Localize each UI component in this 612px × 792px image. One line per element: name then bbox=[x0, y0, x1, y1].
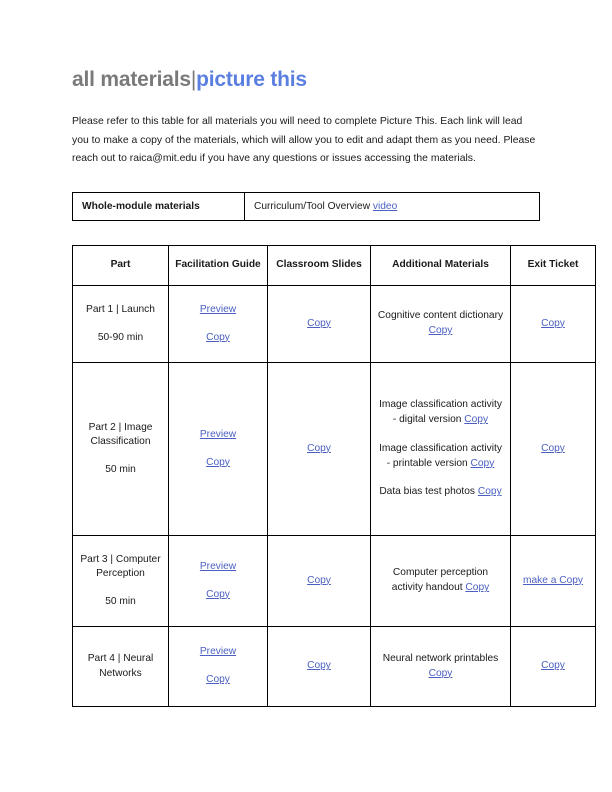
part-cell bbox=[73, 363, 169, 536]
facilitation-guide-preview-link[interactable]: Preview bbox=[199, 560, 237, 572]
additional-material-item bbox=[376, 485, 505, 500]
exit-ticket-cell bbox=[511, 286, 596, 363]
classroom-slides-cell bbox=[268, 363, 371, 536]
exit-ticket-cell bbox=[511, 536, 596, 627]
additional-material-copy-link[interactable]: Copy bbox=[477, 486, 502, 498]
page-title bbox=[72, 0, 540, 92]
exit-ticket-copy-link[interactable]: Copy bbox=[541, 442, 565, 454]
part-cell bbox=[73, 627, 169, 707]
part-cell bbox=[73, 286, 169, 363]
additional-material-item bbox=[376, 309, 505, 339]
header-classroom-slides: Classroom Slides bbox=[268, 246, 371, 286]
additional-material-text: Image classification activity - digital version bbox=[379, 399, 502, 426]
whole-module-value bbox=[245, 192, 540, 221]
additional-materials-cell bbox=[371, 627, 511, 707]
page-title-left: all materials bbox=[72, 68, 191, 91]
intro-paragraph: Please refer to this table for all materials you will need to complete Picture This. Each link will lead you to make a copy of the materials, which will allow you to edit and adapt them as you need. Please reach out to raica@mit.edu if you have any questions or issues accessing the materials. bbox=[72, 116, 536, 165]
facilitation-guide-cell bbox=[169, 286, 268, 363]
facilitation-guide-cell bbox=[169, 536, 268, 627]
classroom-slides-cell bbox=[268, 627, 371, 707]
facilitation-guide-preview-link[interactable]: Preview bbox=[199, 646, 237, 658]
table-row bbox=[73, 192, 540, 221]
part-name: Part 1 | Launch bbox=[86, 303, 155, 315]
part-name: Part 3 | Computer Perception bbox=[80, 553, 161, 580]
table-row-part-4 bbox=[73, 627, 596, 707]
part-name: Part 4 | Neural Networks bbox=[87, 652, 154, 679]
classroom-slides-copy-link[interactable]: Copy bbox=[307, 442, 331, 454]
additional-material-text: Cognitive content dictionary bbox=[377, 310, 504, 322]
table-row-part-1 bbox=[73, 286, 596, 363]
additional-material-copy-link[interactable]: Copy bbox=[428, 325, 453, 337]
additional-material-text: Image classification activity - printable version bbox=[379, 442, 502, 469]
additional-material-text: Data bias test photos bbox=[379, 486, 476, 498]
exit-ticket-copy-link[interactable]: Copy bbox=[541, 317, 565, 329]
additional-material-text: Computer perception activity handout bbox=[391, 567, 489, 594]
classroom-slides-cell bbox=[268, 286, 371, 363]
additional-material-copy-link[interactable]: Copy bbox=[464, 414, 489, 426]
additional-materials-cell bbox=[371, 363, 511, 536]
header-part: Part bbox=[73, 246, 169, 286]
exit-ticket-make-a-copy-link[interactable]: make a Copy bbox=[522, 574, 584, 586]
part-cell bbox=[73, 536, 169, 627]
exit-ticket-copy-link[interactable]: Copy bbox=[541, 660, 565, 672]
part-duration: 50-90 min bbox=[97, 331, 144, 343]
additional-material-copy-link[interactable]: Copy bbox=[428, 667, 453, 679]
part-duration: 50 min bbox=[105, 464, 136, 476]
facilitation-guide-copy-link[interactable]: Copy bbox=[206, 588, 230, 600]
additional-material-item bbox=[376, 566, 505, 596]
whole-module-label: Whole-module materials bbox=[73, 192, 245, 221]
header-exit-ticket: Exit Ticket bbox=[511, 246, 596, 286]
curriculum-overview-video-link[interactable]: video bbox=[372, 200, 398, 212]
additional-material-copy-link[interactable]: Copy bbox=[470, 457, 495, 469]
classroom-slides-copy-link[interactable]: Copy bbox=[307, 317, 331, 329]
curriculum-overview-text: Curriculum/Tool Overview bbox=[254, 200, 371, 212]
additional-material-item bbox=[376, 398, 505, 428]
header-facilitation-guide: Facilitation Guide bbox=[169, 246, 268, 286]
additional-material-copy-link[interactable]: Copy bbox=[465, 582, 490, 594]
facilitation-guide-copy-link[interactable]: Copy bbox=[206, 456, 230, 468]
facilitation-guide-cell bbox=[169, 363, 268, 536]
facilitation-guide-cell bbox=[169, 627, 268, 707]
table-row-part-3 bbox=[73, 536, 596, 627]
facilitation-guide-copy-link[interactable]: Copy bbox=[206, 674, 230, 686]
classroom-slides-copy-link[interactable]: Copy bbox=[307, 574, 331, 586]
part-name: Part 2 | Image Classification bbox=[88, 421, 153, 448]
table-row-part-2 bbox=[73, 363, 596, 536]
additional-materials-cell bbox=[371, 536, 511, 627]
classroom-slides-copy-link[interactable]: Copy bbox=[307, 660, 331, 672]
facilitation-guide-copy-link[interactable]: Copy bbox=[206, 331, 230, 343]
additional-material-item bbox=[376, 652, 505, 682]
exit-ticket-cell bbox=[511, 363, 596, 536]
materials-table bbox=[72, 245, 596, 707]
additional-materials-cell bbox=[371, 286, 511, 363]
page-title-separator: | bbox=[190, 68, 197, 91]
part-duration: 50 min bbox=[105, 596, 136, 608]
additional-material-item bbox=[376, 442, 505, 472]
additional-material-text: Neural network printables bbox=[382, 652, 499, 664]
table-header-row bbox=[73, 246, 596, 286]
header-additional-materials: Additional Materials bbox=[371, 246, 511, 286]
facilitation-guide-preview-link[interactable]: Preview bbox=[199, 303, 237, 315]
classroom-slides-cell bbox=[268, 536, 371, 627]
page-title-right: picture this bbox=[196, 68, 307, 91]
exit-ticket-cell bbox=[511, 627, 596, 707]
whole-module-table bbox=[72, 192, 540, 222]
facilitation-guide-preview-link[interactable]: Preview bbox=[199, 428, 237, 440]
